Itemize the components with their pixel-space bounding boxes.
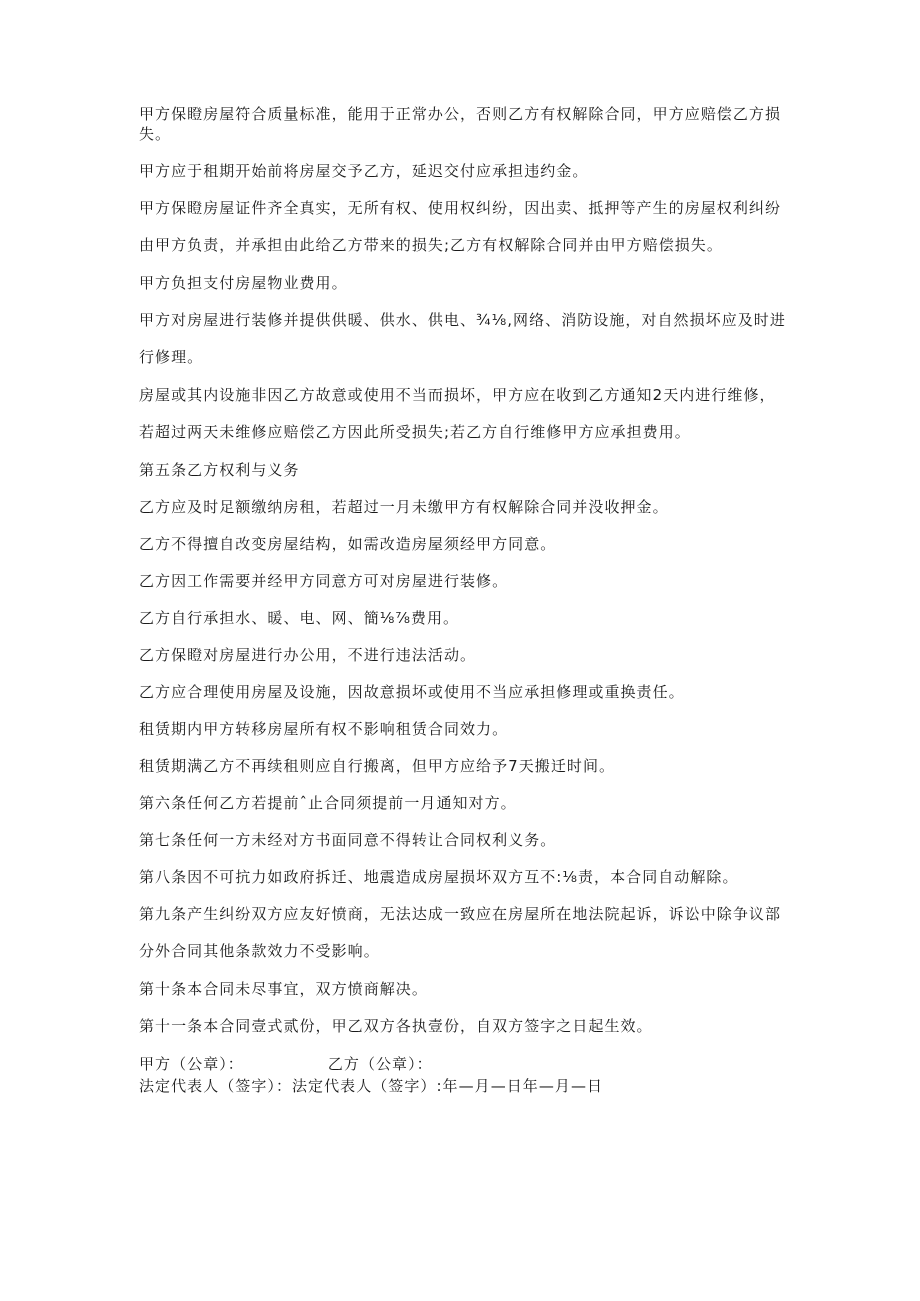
paragraph-rent-payment: 乙方应及时足额缴纳房租，若超过一月未缴甲方有权解除合同并没收押金。: [139, 498, 669, 516]
paragraph-repairs: 房屋或其内设施非因乙方故意或使用不当而损坏，甲方应在收到乙方通知2天内进行维修，若超过两天未维修应赔偿乙方因此所受损失;若乙方自行维修甲方应承担费用。: [139, 386, 776, 441]
paragraph-delivery: 甲方应于租期开始前将房屋交予乙方，延迟交付应承担违约金。: [139, 162, 589, 180]
section-heading-article-5: 第五条乙方权利与义务: [139, 461, 300, 479]
section-article-7: 第七条任何一方未经对方书面同意不得转让合同权利义务。: [139, 831, 557, 849]
paragraph-renovation-facilities: 甲方对房屋进行装修并提供供暖、供水、供电、¾⅛,网络、消防设施，对自然损坏应及时进行修理。: [139, 311, 786, 366]
section-article-9: 第九条产生纠纷双方应友好愤商，无法达成一致应在房屋所在地法院起诉，诉讼中除争议部分外合同其他条款效力不受影响。: [139, 905, 782, 960]
paragraph-utilities: 乙方自行承担水、暖、电、网、簡⅛⅞费用。: [139, 609, 460, 627]
party-b-seal-label: 乙方（公章）：: [327, 1055, 433, 1073]
paragraph-property-fees: 甲方负担支付房屋物业费用。: [139, 274, 348, 292]
paragraph-structure-change: 乙方不得擅自改变房屋结构，如需改造房屋须经甲方同意。: [139, 535, 557, 553]
party-a-seal-label: 甲方（公章）：: [139, 1055, 244, 1073]
paragraph-lease-expiry: 租赁期满乙方不再续租则应自行搬离，但甲方应给予7天搬迁时间。: [139, 757, 616, 775]
paragraph-office-use: 乙方保瞪对房屋进行办公用，不进行违法活动。: [139, 646, 477, 664]
paragraph-ownership-transfer: 租赁期内甲方转移房屋所有权不影响租赁合同效力。: [139, 720, 509, 738]
paragraph-tenant-renovation: 乙方因工作需要并经甲方同意方可对房屋进行装修。: [139, 572, 509, 590]
section-article-8: 第八条因不可抗力如政府拆迁、地震造成房屋损坏双方互不:⅛责，本合同自动解除。: [139, 868, 739, 886]
section-article-10: 第十条本合同未尽事宜，双方愤商解决。: [139, 980, 428, 998]
paragraph-certificates: 甲方保瞪房屋证件齐全真实，无所有权、使用权纠纷，因出卖、抵押等产生的房屋权利纠纷由甲方负责，并承担由此给乙方带来的损失;乙方有权解除合同并由甲方赔偿损失。: [139, 199, 782, 254]
section-article-6: 第六条任何乙方若提前ˆ止合同须提前一月通知对方。: [139, 794, 517, 812]
signature-block: [139, 1053, 789, 1097]
representatives-row: 法定代表人（签字）：法定代表人（签字）:年—月—日年—月—日: [139, 1077, 604, 1095]
paragraph-quality-guarantee: 甲方保瞪房屋符合质量标准，能用于正常办公，否则乙方有权解除合同，甲方应赔偿乙方损失。: [139, 105, 782, 143]
paragraph-reasonable-use: 乙方应合理使用房屋及设施，因故意损坏或使用不当应承担修理或重换责任。: [139, 683, 685, 701]
section-article-11: 第十一条本合同壹式贰份，甲乙双方各执壹份，自双方签字之日起生效。: [139, 1017, 653, 1035]
seal-row: [139, 1053, 789, 1075]
document-body: [139, 104, 789, 1097]
